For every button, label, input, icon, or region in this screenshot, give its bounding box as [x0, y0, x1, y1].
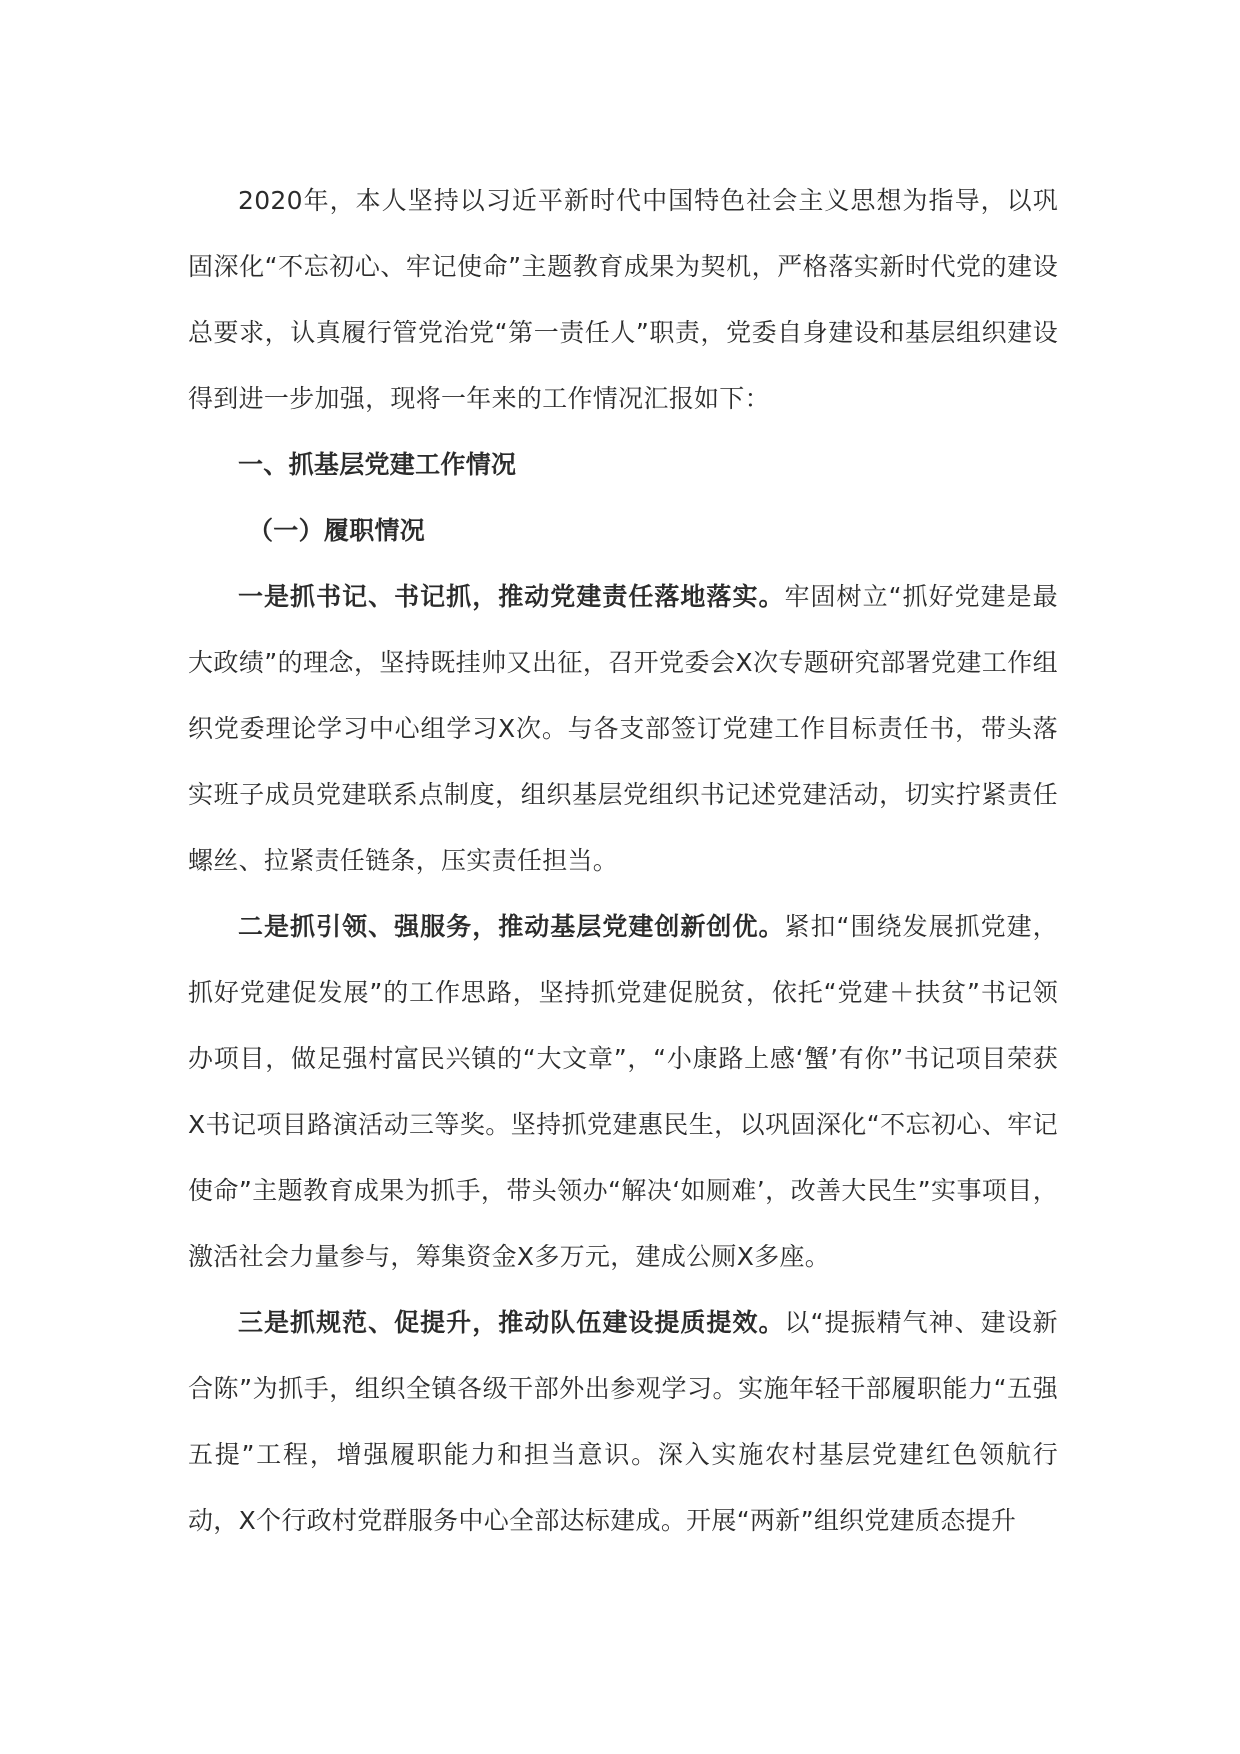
item-lead-2: 二是抓引领、强服务，推动基层党建创新创优。: [238, 912, 785, 941]
item-text-1: 牢固树立“抓好党建是最大政绩”的理念，坚持既挂帅又出征，召开党委会X次专题研究部署党建工作组织党委理论学习中心组学习X次。与各支部签订党建工作目标责任书，带头落实班子成员党建联系点制度，组织基层党组织书记述党建活动，切实拧紧责任螺丝、拉紧责任链条，压实责任担当。: [188, 582, 1058, 875]
section-heading: 一、抓基层党建工作情况: [238, 450, 517, 479]
intro-paragraph: 2020年，本人坚持以习近平新时代中国特色社会主义思想为指导，以巩固深化“不忘初心、牢记使命”主题教育成果为契机，严格落实新时代党的建设总要求，认真履行管党治党“第一责任人”职责，党委自身建设和基层组织建设得到进一步加强，现将一年来的工作情况汇报如下：: [188, 186, 1058, 413]
item-paragraph-2: [188, 894, 1058, 1290]
subsection-heading: （一）履职情况: [248, 516, 426, 545]
item-paragraph-3: [188, 1290, 1058, 1554]
item-text-3: 以“提振精气神、建设新合陈”为抓手，组织全镇各级干部外出参观学习。实施年轻干部履职能力“五强五提”工程，增强履职能力和担当意识。深入实施农村基层党建红色领航行动，X个行政村党群服务中心全部达标建成。开展“两新”组织党建质态提升: [188, 1308, 1058, 1535]
item-lead-3: 三是抓规范、促提升，推动队伍建设提质提效。: [238, 1308, 785, 1337]
item-paragraph-1: [188, 564, 1058, 894]
item-text-2: 紧扣“围绕发展抓党建，抓好党建促发展”的工作思路，坚持抓党建促脱贫，依托“党建＋扶贫”书记领办项目，做足强村富民兴镇的“大文章”，“小康路上感‘蟹’有你”书记项目荣获X书记项目路演活动三等奖。坚持抓党建惠民生，以巩固深化“不忘初心、牢记使命”主题教育成果为抓手，带头领办“解决‘如厕难’，改善大民生”实事项目，激活社会力量参与，筹集资金X多万元，建成公厕X多座。: [188, 912, 1058, 1271]
document-body: [188, 168, 1058, 1554]
item-lead-1: 一是抓书记、书记抓，推动党建责任落地落实。: [238, 582, 785, 611]
